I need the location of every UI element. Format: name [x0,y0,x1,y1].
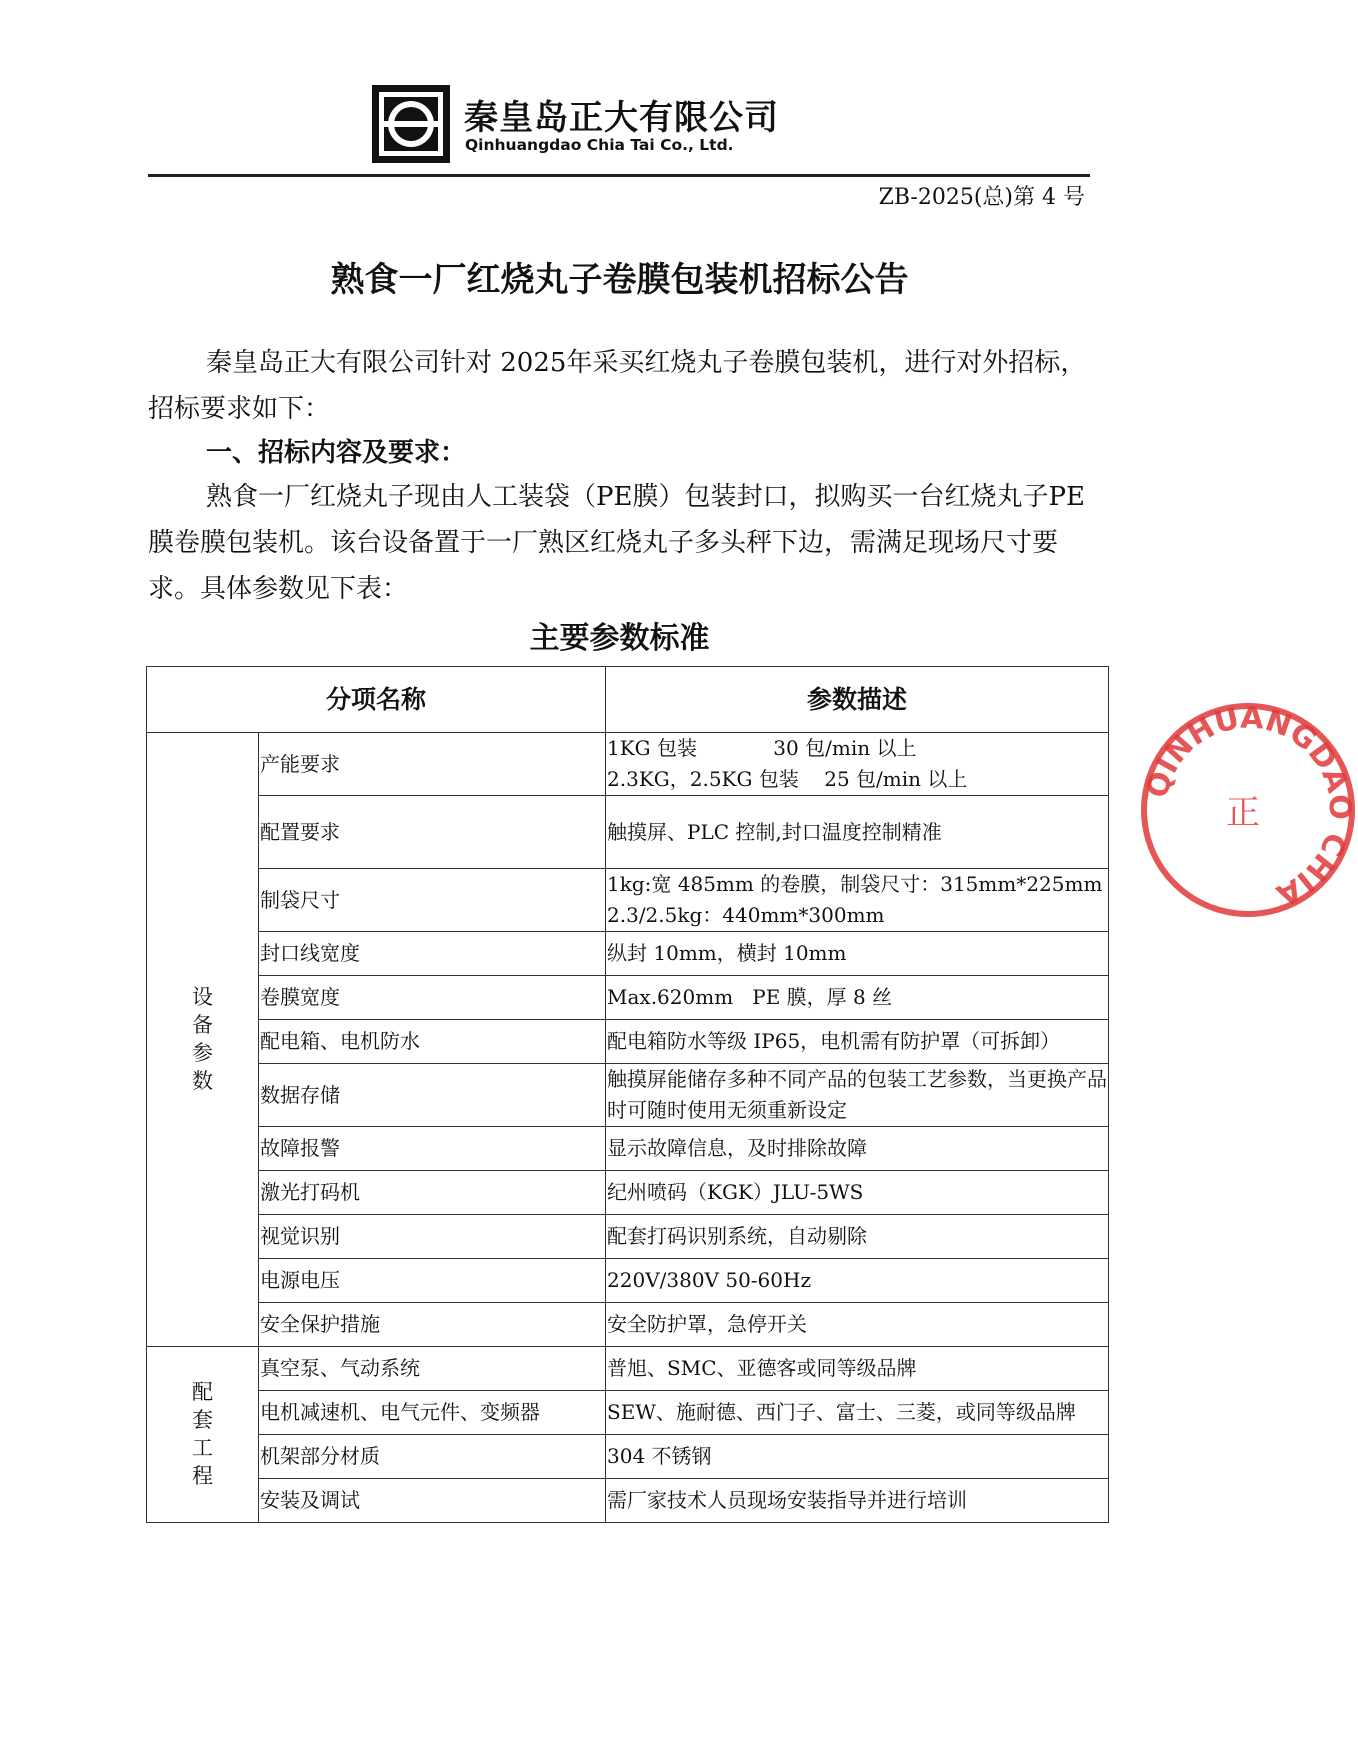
description-line: 需厂家技术人员现场安装指导并进行培训 [607,1488,968,1512]
svg-text:正: 正 [1226,793,1260,833]
table-row [147,1064,1109,1127]
table-row [147,1215,1109,1259]
item-name-cell: 视觉识别 [259,1215,606,1259]
group-label: 配套工程 [192,1379,213,1488]
item-description-cell [606,1259,1109,1303]
table-title: 主要参数标准 [529,621,710,656]
group-label-cell [147,733,259,1347]
item-description-cell [606,1127,1109,1171]
table-row [147,869,1109,932]
item-description-cell [606,1303,1109,1347]
table-row [147,1435,1109,1479]
item-description-cell [606,1391,1109,1435]
item-name-cell: 故障报警 [259,1127,606,1171]
table-row [147,733,1109,796]
item-description-cell [606,733,1109,796]
item-name-cell: 安装及调试 [259,1479,606,1523]
item-name-cell: 封口线宽度 [259,932,606,976]
table-row [147,1020,1109,1064]
description-line: 纵封 10mm，横封 10mm [607,941,847,965]
description-line: SEW、施耐德、西门子、富士、三菱，或同等级品牌 [607,1400,1076,1424]
header-description: 参数描述 [606,667,1109,733]
letterhead [0,0,1239,210]
item-name-cell: 安全保护措施 [259,1303,606,1347]
item-description-cell [606,869,1109,932]
item-name-cell: 卷膜宽度 [259,976,606,1020]
item-name-cell: 电机减速机、电气元件、变频器 [259,1391,606,1435]
item-description-cell [606,1479,1109,1523]
item-name-cell: 激光打码机 [259,1171,606,1215]
item-name-cell: 产能要求 [259,733,606,796]
table-row [147,1127,1109,1171]
table-row [147,1347,1109,1391]
item-description-cell [606,932,1109,976]
description-line: 1kg:宽 485mm 的卷膜，制袋尺寸：315mm*225mm [607,872,1103,896]
table-row [147,796,1109,869]
company-name-en: Qinhuangdao Chia Tai Co., Ltd. [465,136,734,154]
company-logo-icon [372,85,450,163]
item-description-cell [606,1171,1109,1215]
document-number: ZB-2025(总)第 4 号 [878,185,1085,210]
company-name-cn: 秦皇岛正大有限公司 [464,98,779,138]
group-label: 设备参数 [192,984,213,1093]
table-row [147,1479,1109,1523]
item-name-cell: 数据存储 [259,1064,606,1127]
description-line: 显示故障信息，及时排除故障 [607,1136,868,1160]
item-description-cell [606,1215,1109,1259]
item-description-cell [606,976,1109,1020]
item-name-cell: 制袋尺寸 [259,869,606,932]
description-line: 触摸屏、PLC 控制,封口温度控制精准 [607,819,942,844]
description-line: Max.620mm PE 膜，厚 8 丝 [607,985,893,1009]
table-row [147,1259,1109,1303]
item-description-cell [606,1347,1109,1391]
section-body: 熟食一厂红烧丸子现由人工装袋（PE膜）包装封口，拟购买一台红烧丸子PE膜卷膜包装机。该台设备置于一厂熟区红烧丸子多头秤下边，需满足现场尺寸要求。具体参数见下表： [148,482,1085,604]
description-line: 2.3KG，2.5KG 包装 25 包/min 以上 [607,767,968,791]
item-name-cell: 机架部分材质 [259,1435,606,1479]
table-row [147,1391,1109,1435]
section-heading: 一、招标内容及要求： [206,438,467,468]
description-line: 触摸屏能储存多种不同产品的包装工艺参数，当更换产品时可随时使用无须重新设定 [607,1067,1108,1122]
table-row [147,1171,1109,1215]
item-name-cell: 电源电压 [259,1259,606,1303]
description-line: 配套打码识别系统，自动剔除 [607,1224,868,1248]
item-description-cell [606,1020,1109,1064]
item-name-cell: 真空泵、气动系统 [259,1347,606,1391]
description-line: 安全防护罩，急停开关 [607,1312,808,1336]
company-seal-stamp [1138,700,1358,920]
table-row [147,976,1109,1020]
item-description-cell [606,1064,1109,1127]
item-description-cell [606,796,1109,869]
document-title: 熟食一厂红烧丸子卷膜包装机招标公告 [330,260,909,300]
header-item: 分项名称 [147,667,606,733]
group-label-cell [147,1347,259,1523]
table-row [147,932,1109,976]
description-line: 1KG 包装 30 包/min 以上 [607,736,917,760]
description-line: 304 不锈钢 [607,1444,712,1468]
description-line: 纪州喷码（KGK）JLU-5WS [607,1180,864,1204]
header-divider [148,174,1090,177]
item-description-cell [606,1435,1109,1479]
svg-text:QINHUANGDAO CHIA: QINHUANGDAO CHIA [1139,700,1358,913]
item-name-cell: 配置要求 [259,796,606,869]
parameters-table [146,666,1109,1523]
table-row [147,1303,1109,1347]
description-line: 220V/380V 50-60Hz [607,1268,811,1292]
table-body [147,733,1109,1523]
table-header-row [147,667,1109,733]
intro-paragraph: 秦皇岛正大有限公司针对 2025年采买红烧丸子卷膜包装机，进行对外招标，招标要求如下： [148,348,1087,424]
description-line: 普旭、SMC、亚德客或同等级品牌 [607,1356,917,1380]
item-name-cell: 配电箱、电机防水 [259,1020,606,1064]
description-line: 配电箱防水等级 IP65，电机需有防护罩（可拆卸） [607,1029,1061,1053]
description-line: 2.3/2.5kg：440mm*300mm [607,903,885,927]
